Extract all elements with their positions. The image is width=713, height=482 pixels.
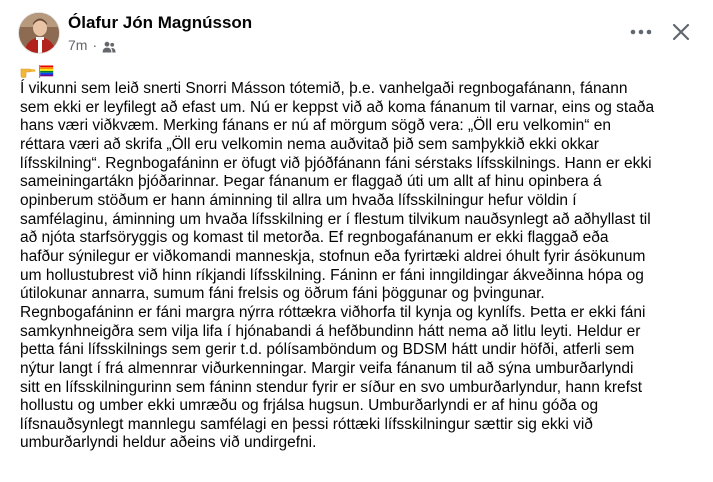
- author-avatar[interactable]: [18, 12, 60, 54]
- text-line: um hollustubrest við hinn ríkjandi lífsskilning. Fáninn er fáni inngildingar ákveðinna hópa og: [20, 266, 644, 284]
- author-block: [68, 12, 252, 54]
- text-line: Regnbogafáninn er fáni margra nýrra róttækra viðhorfa til kynja og kynlífs. Þetta er ekki fáni: [20, 303, 646, 321]
- ellipsis-icon: [630, 29, 652, 35]
- text-line: lífsskilning“. Regnbogafáninn er öfugt við þjóðfánann fáni sérstaks lífsskilnings. Hann er ekki: [20, 154, 652, 172]
- text-line: hollustu og umber ekki umræðu og frjálsa hugsun. Umburðarlyndi er af hinu góða og: [20, 397, 599, 415]
- more-options-button[interactable]: [623, 14, 659, 50]
- text-line: hans væri viðkvæm. Merking fánans er nú af mörgum sögð vera: „Öll eru velkomin“ en: [20, 117, 611, 135]
- post-meta: [68, 36, 252, 54]
- text-line: þetta fáni lífsskilnings sem gerir t.d. pólísamböndum og BDSM hátt undir höfði, atferli sem: [20, 341, 635, 359]
- text-line: nýtur langt í frá almennrar viðurkenningar. Margir veifa fánanum til að sýna umburðarlyndi: [20, 359, 634, 377]
- text-line: opinberum stöðum er hann áminning til allra um hvaða lífsskilningur hefur völdin í: [20, 191, 577, 209]
- text-line: sitt en lífsskilningurinn sem fáninn stendur fyrir er síður en svo umburðarlyndur, hann krefst: [20, 378, 643, 396]
- text-line: útilokunar annarra, sumum fáni frelsis og öðrum fáni þöggunar og þvingunar.: [20, 285, 545, 303]
- avatar-image: [19, 13, 60, 54]
- friends-icon[interactable]: [102, 39, 116, 51]
- text-line: Í vikunni sem leið snerti Snorri Másson tótemið, þ.e. vanhelgaði regnbogafánann, fánann: [20, 80, 628, 97]
- header-actions: [623, 14, 699, 50]
- text-line: hafður sýnilegur er viðkomandi manneskja, stofnun eða fyrirtæki aldrei óhult fyrir ásökunum: [20, 247, 646, 265]
- meta-separator: ·: [92, 37, 98, 53]
- text-line: sameiningartákn þjóðarinnar. Þegar fánanum er flaggað úti um allt af hinu opinbera á: [20, 173, 602, 191]
- close-button[interactable]: [663, 14, 699, 50]
- text-line: að njóta starfsöryggis og komast til metorða. Ef regnbogafánanum er ekki flaggað eða: [20, 229, 609, 247]
- text-line: réttara væri að skrifa „Öll eru velkomin nema auðvitað þið sem samþykkið ekki okkar: [20, 135, 599, 153]
- post-header: [18, 12, 699, 56]
- post-body: [20, 80, 696, 453]
- text-line: sem ekki er leyfilegt að efast um. Nú er keppst við að koma fánanum til varnar, eins og staða: [20, 98, 655, 116]
- close-icon: [672, 23, 690, 41]
- text-line: samfélaginu, áminning um hvaða lífsskilning er í flestum tilvikum nauðsynlegt að aðhyllast til: [20, 210, 651, 228]
- author-name[interactable]: Ólafur Jón Magnússon: [68, 13, 253, 32]
- text-line: samkynhneigðra sem vilja lifa í hjónabandi á hefðbundinn hátt nema að litlu leyti. Heldur er: [20, 322, 641, 340]
- text-line: umburðarlyndi heldur aðeins við undirgefni.: [20, 434, 317, 452]
- text-line: lífsnauðsynlegt mannlegu samfélagi en þessi róttæki lífsskilningur sættir sig ekki við: [20, 415, 593, 433]
- post-timestamp[interactable]: 7m: [68, 37, 88, 53]
